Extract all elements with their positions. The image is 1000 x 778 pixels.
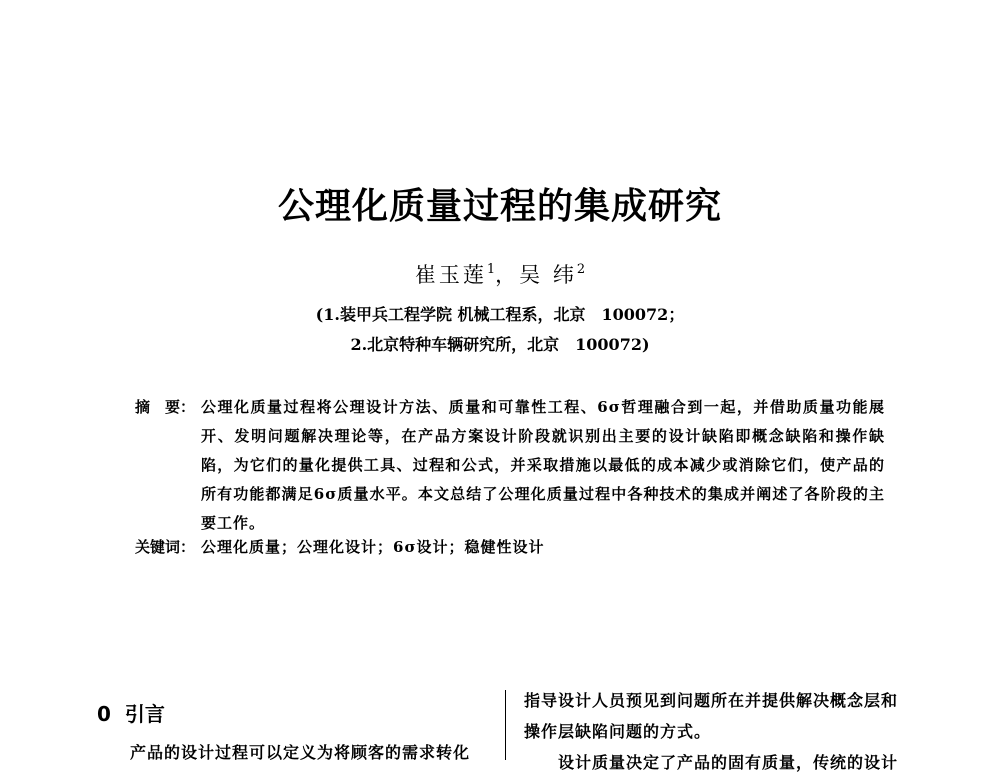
paper-title: 公理化质量过程的集成研究 bbox=[277, 185, 722, 227]
keywords-text: 公理化质量；公理化设计；6σ设计；稳健性设计 bbox=[201, 538, 545, 556]
section-title: 引言 bbox=[124, 702, 165, 726]
text-line: 指导设计人员预见到问题所在并提供解决概念层和 bbox=[524, 691, 899, 710]
author-separator: ， bbox=[495, 263, 520, 287]
keywords-label: 关键词： bbox=[135, 538, 196, 556]
author-list bbox=[0, 259, 1000, 289]
section-heading bbox=[97, 698, 165, 727]
body-text-right bbox=[524, 685, 924, 778]
text-line: 操作层缺陷问题的方式。 bbox=[524, 722, 712, 741]
abstract-block bbox=[135, 393, 885, 538]
affiliation-line: (1.装甲兵工程学院 机械工程系，北京 100072； bbox=[315, 305, 685, 324]
affiliation-mark: 1 bbox=[486, 262, 496, 277]
affiliation-mark: 2 bbox=[576, 262, 586, 277]
keywords-block bbox=[135, 536, 885, 557]
affiliation-line: 2.北京特种车辆研究所，北京 100072) bbox=[350, 335, 650, 354]
body-text-left: 产品的设计过程可以定义为将顾客的需求转化 bbox=[130, 743, 471, 762]
abstract-text: 公理化质量过程将公理设计方法、质量和可靠性工程、6σ哲理融合到一起，并借助质量功能展开、发明问题解决理论等，在产品方案设计阶段就识别出主要的设计缺陷即概念缺陷和操作缺陷，为它们的量化提供工具、过程和公式，并采取措施以最低的成本减少或消除它们，使产品的所有功能都满足6σ质量水平。本文总结了公理化质量过程中各种技术的集成并阐述了各阶段的主要工作。 bbox=[201, 398, 885, 532]
author-name: 崔玉莲 bbox=[414, 263, 487, 287]
author-name: 吴 纬 bbox=[519, 263, 577, 287]
abstract-label: 摘 要： bbox=[135, 398, 196, 416]
column-divider bbox=[505, 690, 506, 760]
text-line: 设计质量决定了产品的固有质量，传统的设计 bbox=[558, 753, 899, 772]
section-number: 0 bbox=[97, 702, 111, 726]
